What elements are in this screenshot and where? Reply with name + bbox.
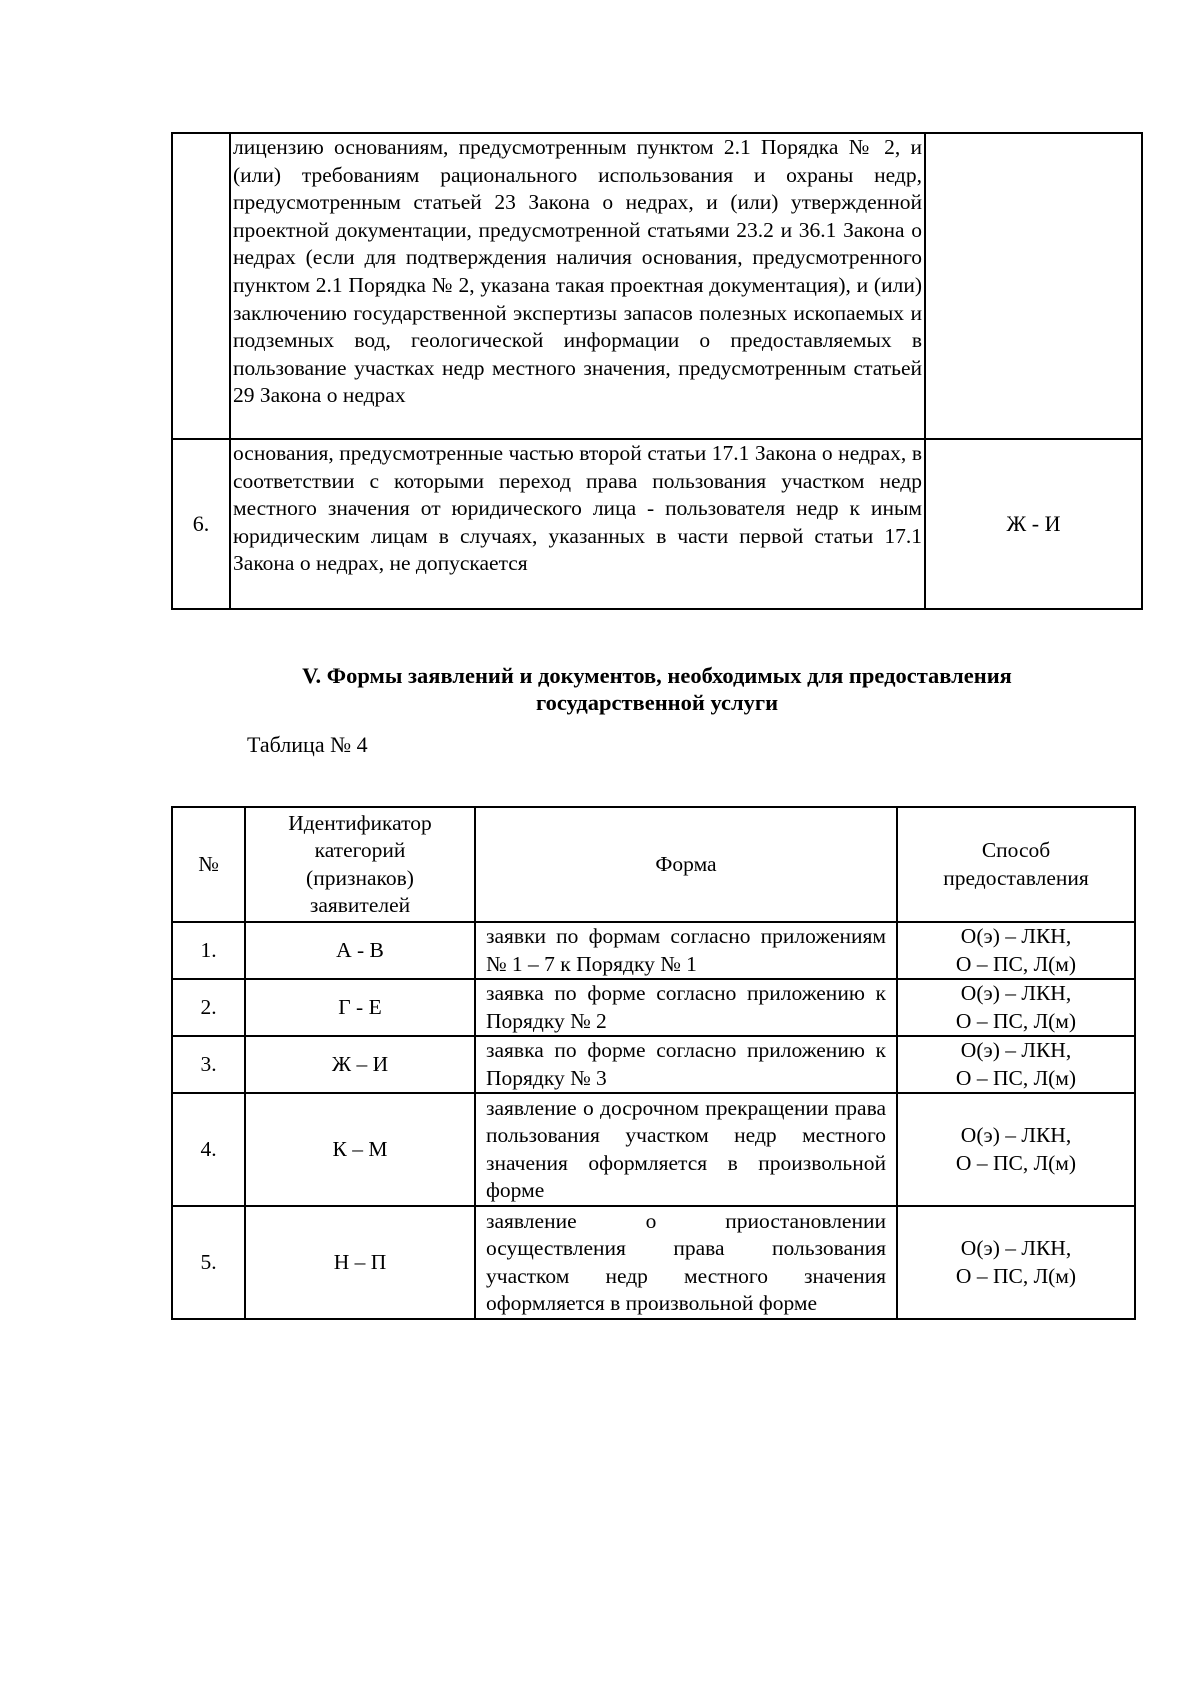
row-text-cell: основания, предусмотренные частью второй статьи 17.1 Закона о недрах, в соответствии с которыми переход права пользования участком недр местного значения от юридического лица - пользователя недр к иным юридическим лицам в случаях, указанных в части первой статьи 17.1 Закона о недрах, не допускается xyxy=(230,439,925,609)
row-number-cell: 2. xyxy=(172,979,245,1036)
method-line: О(э) – ЛКН, xyxy=(960,1123,1072,1147)
row-number-cell: 6. xyxy=(172,439,230,609)
section-heading-line: V. Формы заявлений и документов, необходимых для предоставления xyxy=(302,663,1012,688)
method-line: О(э) – ЛКН, xyxy=(960,1038,1072,1062)
row-identifier-cell: К – М xyxy=(245,1093,475,1206)
header-identifier-line: Идентификатор xyxy=(288,810,432,835)
row-identifier-cell: Ж – И xyxy=(245,1036,475,1093)
row-number-cell: 1. xyxy=(172,922,245,979)
method-line: О(э) – ЛКН, xyxy=(960,1236,1072,1260)
header-method-line: предоставления xyxy=(943,865,1089,890)
table-row xyxy=(172,979,1135,1036)
row-form-cell: заявление о досрочном прекращении права пользования участком недр местного значения оформляется в произвольной форме xyxy=(475,1093,897,1206)
table-row xyxy=(172,922,1135,979)
row-number-cell: 5. xyxy=(172,1206,245,1319)
row-number-cell: 3. xyxy=(172,1036,245,1093)
row-identifier-cell: Г - Е xyxy=(245,979,475,1036)
table-caption: Таблица № 4 xyxy=(247,732,368,757)
section-heading-line: государственной услуги xyxy=(535,690,779,715)
row-form-cell: заявки по формам согласно приложениям № 1 – 7 к Порядку № 1 xyxy=(475,922,897,979)
header-identifier xyxy=(245,807,475,922)
method-line: О – ПС, Л(м) xyxy=(955,1065,1077,1090)
row-method-cell xyxy=(897,1036,1135,1093)
table-row xyxy=(172,133,1142,439)
row-number-cell xyxy=(172,133,230,439)
row-method-cell xyxy=(897,1206,1135,1319)
header-form: Форма xyxy=(475,807,897,922)
row-method-cell xyxy=(897,922,1135,979)
method-line: О – ПС, Л(м) xyxy=(955,1150,1077,1175)
method-line: О(э) – ЛКН, xyxy=(960,924,1072,948)
method-line: О – ПС, Л(м) xyxy=(955,951,1077,976)
method-line: О – ПС, Л(м) xyxy=(955,1263,1077,1288)
row-identifier-cell: А - В xyxy=(245,922,475,979)
row-form-cell: заявка по форме согласно приложению к Порядку № 3 xyxy=(475,1036,897,1093)
requirements-table-continuation xyxy=(171,132,1143,610)
row-identifier-cell: Ж - И xyxy=(925,439,1142,609)
row-number-cell: 4. xyxy=(172,1093,245,1206)
header-method xyxy=(897,807,1135,922)
forms-table xyxy=(171,806,1136,1320)
header-identifier-line: (признаков) xyxy=(306,865,414,890)
method-line: О – ПС, Л(м) xyxy=(955,1008,1077,1033)
row-identifier-cell xyxy=(925,133,1142,439)
table-row xyxy=(172,1093,1135,1206)
row-method-cell xyxy=(897,1093,1135,1206)
table-row xyxy=(172,439,1142,609)
header-identifier-line: заявителей xyxy=(309,893,411,917)
row-form-cell: заявка по форме согласно приложению к Порядку № 2 xyxy=(475,979,897,1036)
row-method-cell xyxy=(897,979,1135,1036)
section-heading xyxy=(171,662,1143,716)
row-identifier-cell: Н – П xyxy=(245,1206,475,1319)
table-header-row xyxy=(172,807,1135,922)
row-form-cell: заявление о приостановлении осуществления права пользования участком недр местного значения оформляется в произвольной форме xyxy=(475,1206,897,1319)
method-line: О(э) – ЛКН, xyxy=(960,981,1072,1005)
header-identifier-line: категорий xyxy=(314,838,406,862)
table-row xyxy=(172,1036,1135,1093)
header-method-line: Способ xyxy=(981,838,1051,862)
header-number: № xyxy=(172,807,245,922)
row-text-cell: лицензию основаниям, предусмотренным пунктом 2.1 Порядка № 2, и (или) требованиям рационального использования и охраны недр, предусмотренным статьей 23 Закона о недрах, и (или) утвержденной проектной документации, предусмотренной статьями 23.2 и 36.1 Закона о недрах (если для подтверждения наличия основания, предусмотренного пунктом 2.1 Порядка № 2, указана такая проектная документация), и (или) заключению государственной экспертизы запасов полезных ископаемых и подземных вод, геологической информации о предоставляемых в пользование участках недр местного значения, предусмотренным статьей 29 Закона о недрах xyxy=(230,133,925,439)
table-row xyxy=(172,1206,1135,1319)
